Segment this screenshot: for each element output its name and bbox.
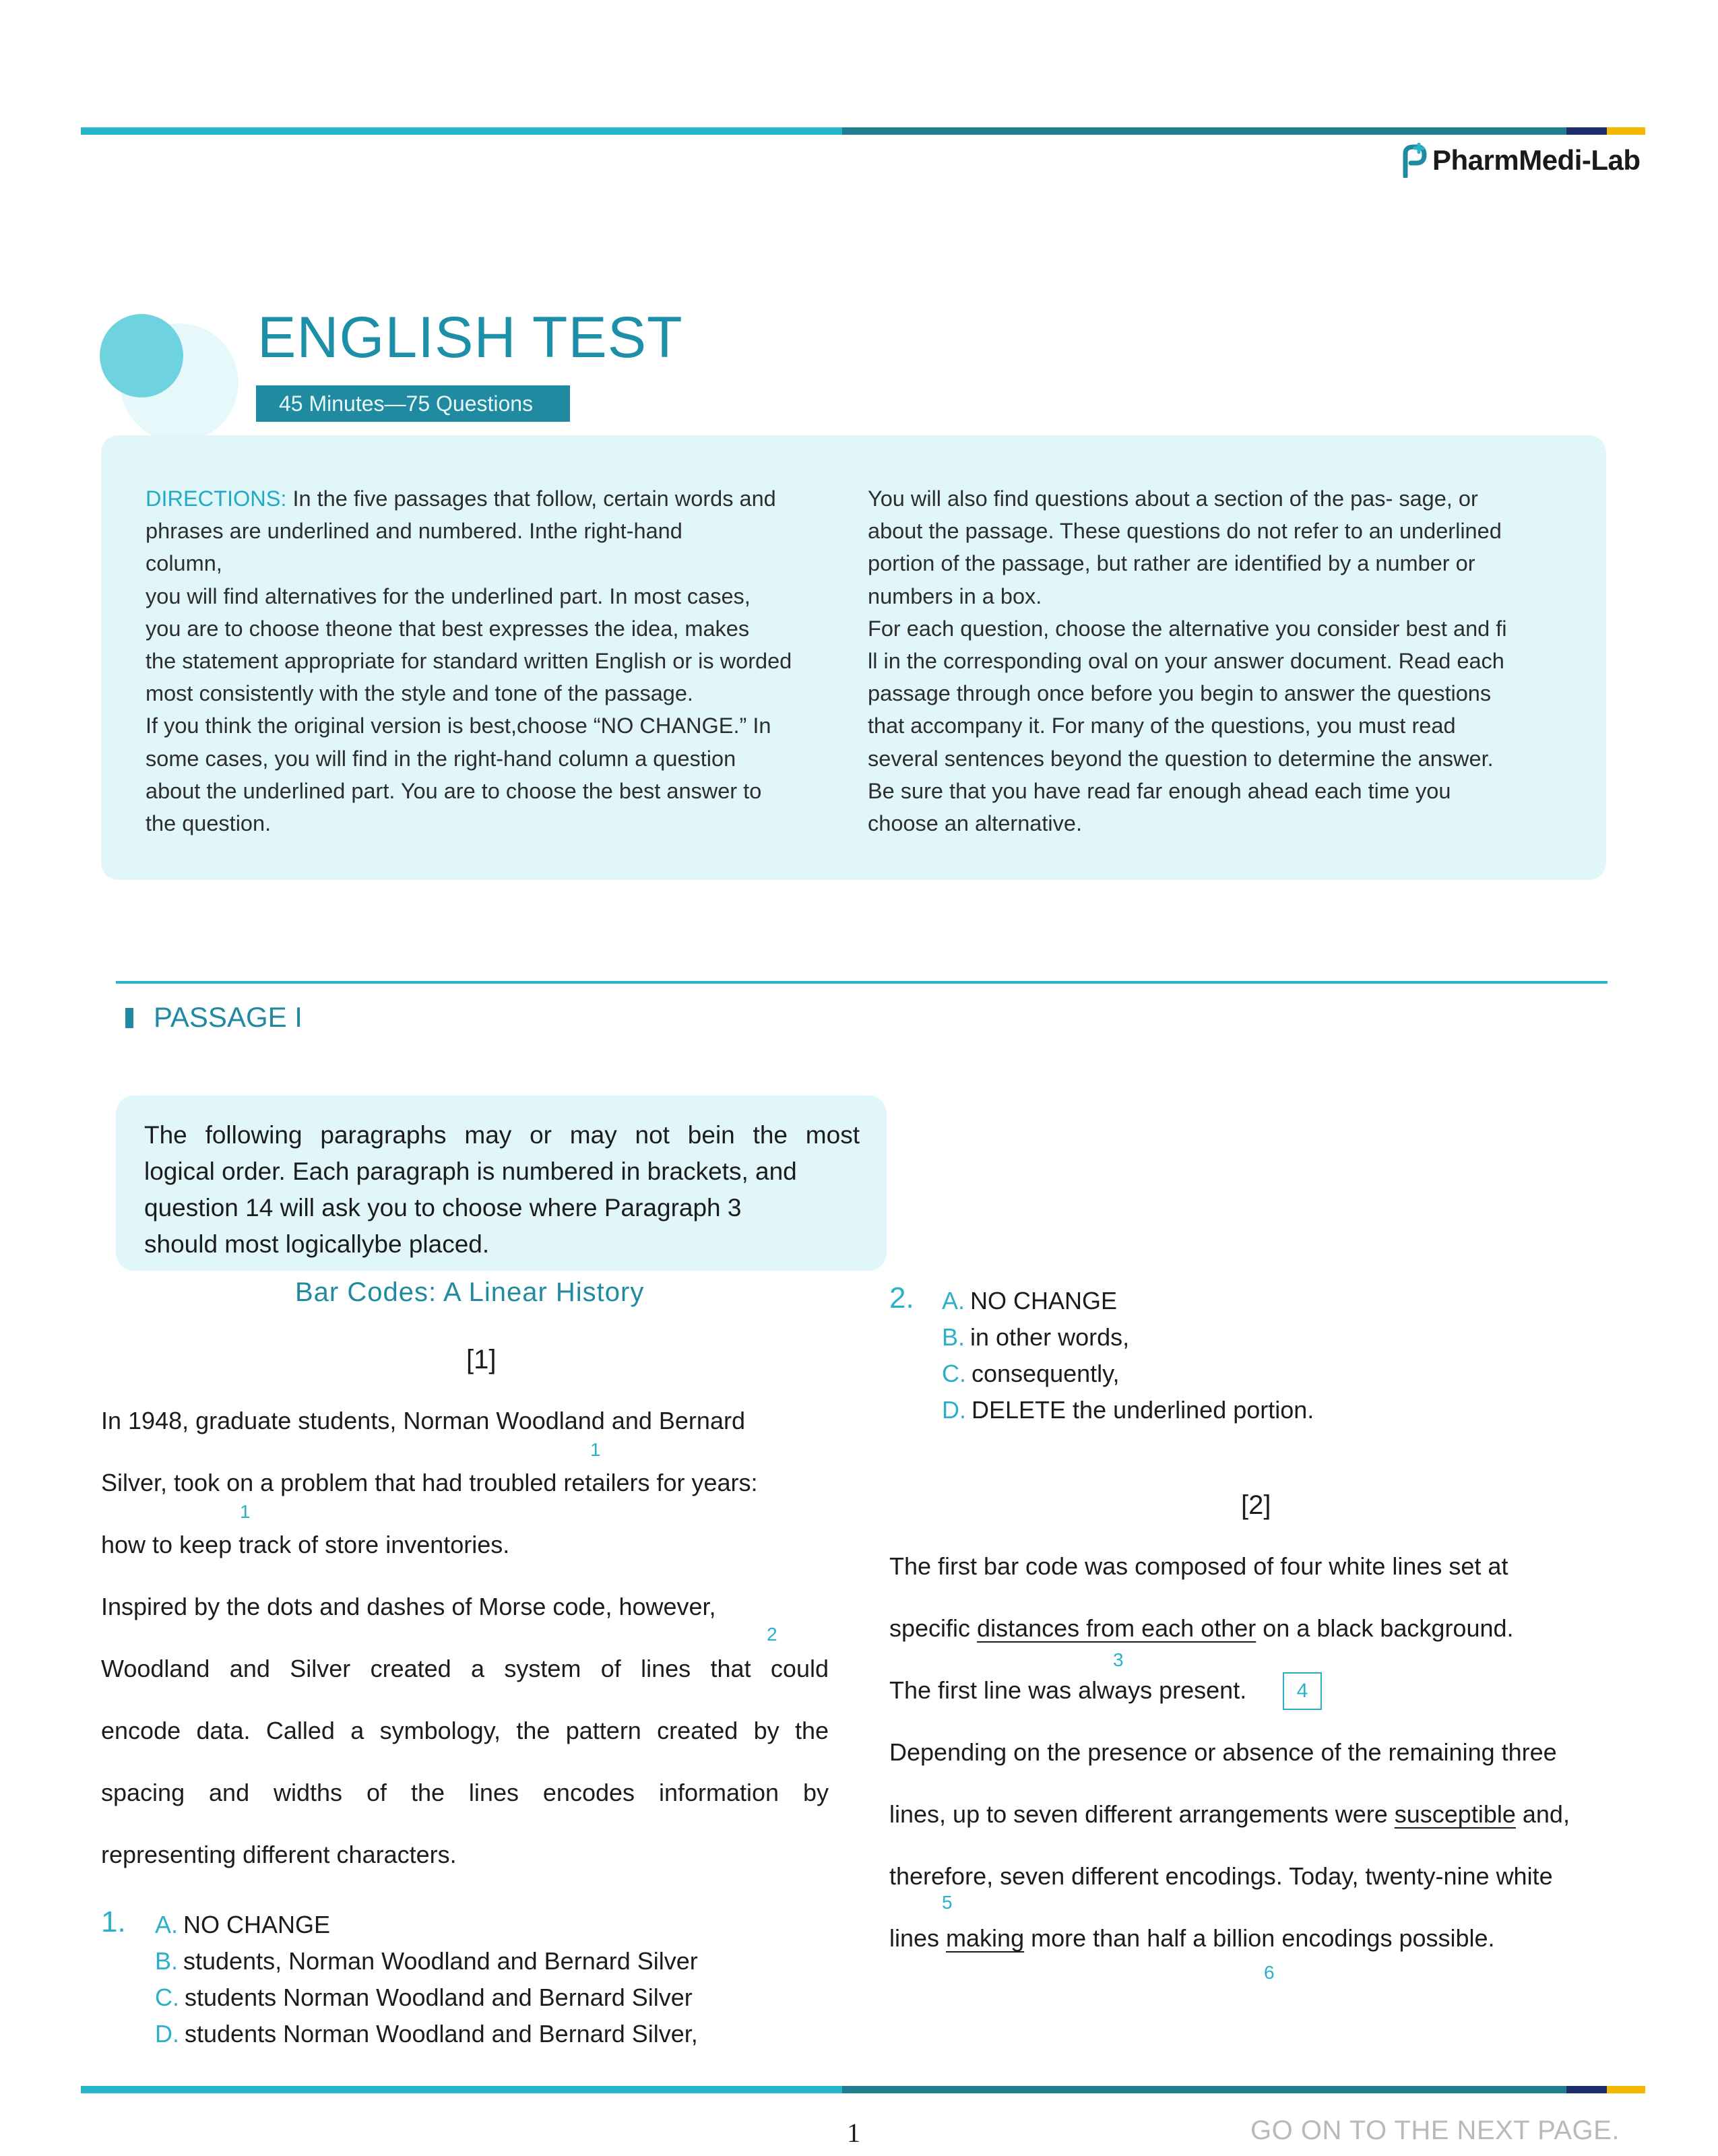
directions-line: the statement appropriate for standard written English or is worded bbox=[146, 649, 792, 674]
directions-line: some cases, you will ﬁnd in the right-hand column a question bbox=[146, 746, 736, 771]
top-color-bar bbox=[81, 127, 1645, 135]
paragraph-label: [1] bbox=[466, 1345, 497, 1374]
passage-line: lines, up to seven different arrangements were susceptible and, bbox=[889, 1800, 1570, 1828]
directions-box bbox=[101, 435, 1606, 880]
answer-option[interactable]: C. consequently, bbox=[942, 1360, 1120, 1387]
directions-label: DIRECTIONS: bbox=[146, 486, 287, 511]
passage-line: spacing and widths of the lines encodes information by bbox=[101, 1779, 829, 1806]
directions-line: several sentences beyond the question to determine the answer. bbox=[868, 746, 1494, 771]
directions-line: For each question, choose the alternative you consider best and ﬁ bbox=[868, 616, 1507, 641]
answer-option[interactable]: D. students Norman Woodland and Bernard Silver, bbox=[155, 2020, 698, 2048]
question-ref-number: 5 bbox=[942, 1892, 953, 1913]
directions-right-column bbox=[868, 482, 1575, 839]
passage-line: Depending on the presence or absence of the remaining three bbox=[889, 1738, 1557, 1766]
question-ref-number: 6 bbox=[1264, 1962, 1275, 1983]
answer-option[interactable]: D. DELETE the underlined portion. bbox=[942, 1396, 1314, 1424]
passage-line: lines making more than half a billion encodings possible. bbox=[889, 1924, 1495, 1952]
directions-line: about the underlined part. You are to choose the best answer to bbox=[146, 778, 762, 803]
question-ref-number: 1 bbox=[240, 1501, 251, 1522]
directions-line: you will ﬁnd alternatives for the underlined part. In most cases, bbox=[146, 583, 751, 608]
decorative-circle bbox=[100, 314, 183, 398]
question-number: 2. bbox=[889, 1281, 914, 1314]
intro-line: should most logicallybe placed. bbox=[144, 1230, 490, 1258]
passage-title: Bar Codes: A Linear History bbox=[295, 1277, 645, 1307]
question-number: 1. bbox=[101, 1905, 126, 1938]
intro-line: question 14 will ask you to choose where Paragraph 3 bbox=[144, 1194, 742, 1222]
section-marker bbox=[125, 1008, 133, 1028]
passage-line: The first bar code was composed of four white lines set at bbox=[889, 1552, 1508, 1580]
passage-line: In 1948, graduate students, Norman Woodland and Bernard bbox=[101, 1407, 745, 1434]
directions-line: choose an alternative. bbox=[868, 811, 1082, 836]
answer-option[interactable]: B. in other words, bbox=[942, 1323, 1130, 1351]
directions-line: DIRECTIONS: In the ﬁve passages that follow, certain words and bbox=[146, 486, 776, 511]
directions-line: numbers in a box. bbox=[868, 583, 1042, 608]
directions-line: phrases are underlined and numbered. Inthe right-hand bbox=[146, 519, 682, 544]
answer-option[interactable]: A. NO CHANGE bbox=[155, 1911, 331, 1938]
directions-line: You will also ﬁnd questions about a section of the pas- sage, or bbox=[868, 486, 1478, 511]
passage-line: how to keep track of store inventories. bbox=[101, 1531, 510, 1558]
directions-line: If you think the original version is best,choose “NO CHANGE.” In bbox=[146, 714, 771, 738]
passage-line: representing different characters. bbox=[101, 1841, 457, 1868]
directions-line: portion of the passage, but rather are identiﬁed by a number or bbox=[868, 551, 1475, 576]
directions-left-column bbox=[146, 482, 819, 839]
directions-line: about the passage. These questions do not refer to an underlined bbox=[868, 519, 1502, 544]
directions-line: Be sure that you have read far enough ahead each time you bbox=[868, 778, 1451, 803]
passage-line: Inspired by the dots and dashes of Morse code, however, bbox=[101, 1593, 716, 1620]
boxed-question-number: 4 bbox=[1283, 1672, 1322, 1710]
passage-line: specific distances from each other on a black background. bbox=[889, 1614, 1514, 1642]
directions-line: that accompany it. For many of the questions, you must read bbox=[868, 714, 1456, 738]
underlined-portion: however, bbox=[618, 1593, 716, 1620]
page-title: ENGLISH TEST bbox=[257, 305, 683, 370]
page-number: 1 bbox=[847, 2118, 860, 2148]
directions-line: ll in the corresponding oval on your answer document. Read each bbox=[868, 649, 1504, 674]
directions-line: passage through once before you begin to answer the questions bbox=[868, 681, 1492, 706]
underlined-portion: making bbox=[946, 1924, 1025, 1952]
pharmmedi-logo-icon bbox=[1401, 143, 1428, 178]
passage-line: Woodland and Silver created a system of lines that could bbox=[101, 1655, 829, 1682]
passage-line: The first line was always present. bbox=[889, 1676, 1247, 1704]
question-ref-number: 2 bbox=[767, 1624, 777, 1645]
question-ref-number: 3 bbox=[1113, 1649, 1124, 1670]
bottom-color-bar bbox=[81, 2086, 1645, 2093]
answer-option[interactable]: A. NO CHANGE bbox=[942, 1287, 1118, 1314]
directions-line: most consistently with the style and tone of the passage. bbox=[146, 681, 693, 706]
passage-line: encode data. Called a symbology, the pattern created by the bbox=[101, 1717, 829, 1744]
answer-option[interactable]: C. students Norman Woodland and Bernard Silver bbox=[155, 1984, 693, 2011]
section-divider bbox=[116, 981, 1608, 984]
passage-heading: PASSAGE I bbox=[154, 1001, 303, 1033]
question-ref-number: 1 bbox=[590, 1439, 601, 1460]
passage-intro-box bbox=[116, 1096, 887, 1271]
test-duration-badge: 45 Minutes—75 Questions bbox=[256, 385, 570, 422]
brand-logo bbox=[1401, 141, 1641, 179]
answer-option[interactable]: B. students, Norman Woodland and Bernard Silver bbox=[155, 1947, 698, 1975]
next-page-notice: GO ON TO THE NEXT PAGE. bbox=[1250, 2116, 1620, 2145]
underlined-portion: distances from each other bbox=[977, 1614, 1256, 1642]
passage-line: therefore, seven different encodings. Today, twenty-nine white bbox=[889, 1862, 1553, 1890]
directions-line: you are to choose theone that best expresses the idea, makes bbox=[146, 616, 750, 641]
intro-line: logical order. Each paragraph is numbered in brackets, and bbox=[144, 1158, 797, 1185]
paragraph-label: [2] bbox=[1241, 1490, 1271, 1520]
logo-text: PharmMedi-Lab bbox=[1432, 144, 1641, 176]
directions-line: the question. bbox=[146, 811, 272, 836]
intro-line: The following paragraphs may or may not bein the most bbox=[144, 1121, 860, 1149]
directions-line: column, bbox=[146, 551, 222, 576]
underlined-portion: susceptible bbox=[1394, 1800, 1516, 1828]
passage-line: Silver, took on a problem that had troubled retailers for years: bbox=[101, 1469, 758, 1496]
